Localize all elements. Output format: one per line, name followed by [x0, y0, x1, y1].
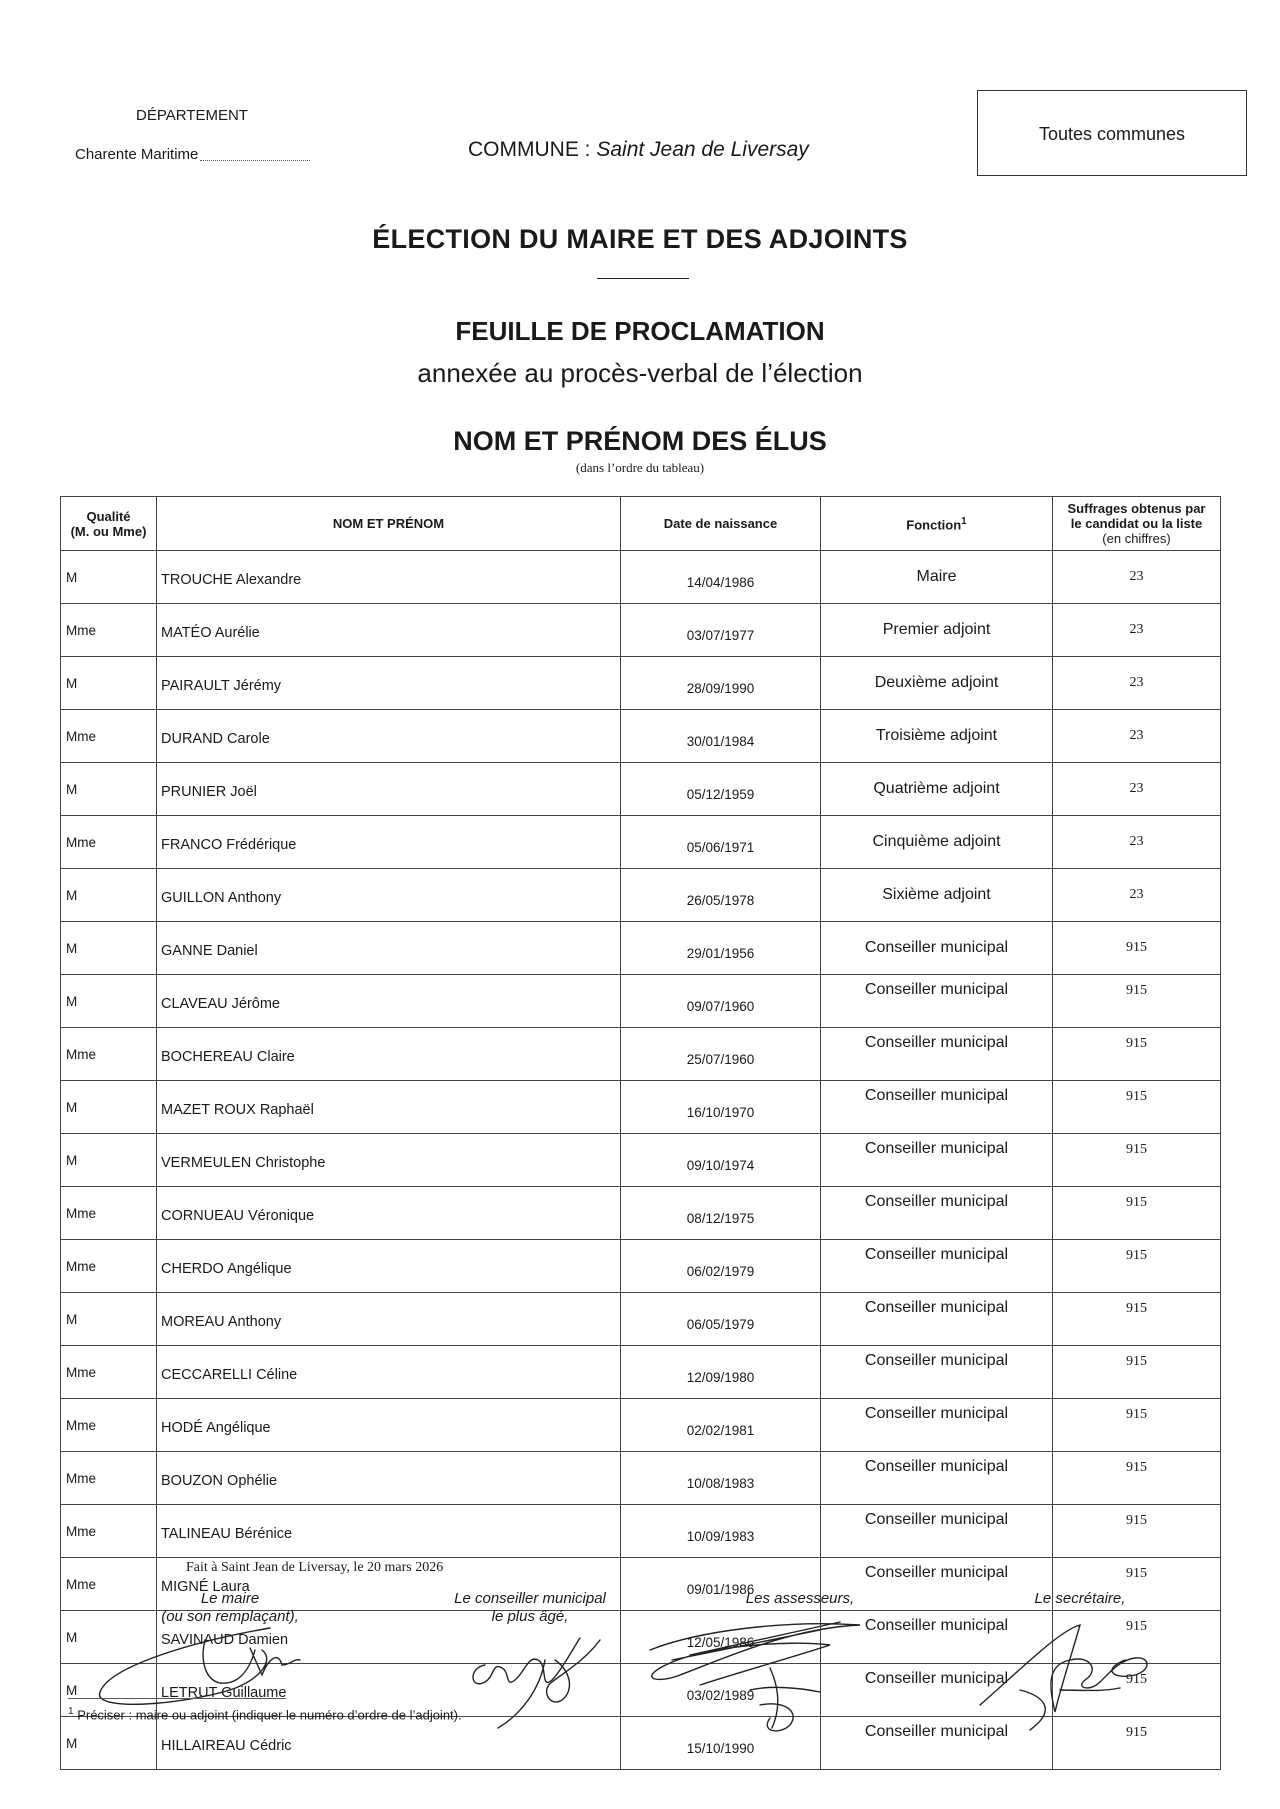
footnote-text: Préciser : maire ou adjoint (indiquer le numéro d’ordre de l’adjoint).	[77, 1707, 462, 1723]
cell-nom: CLAVEAU Jérôme	[157, 975, 621, 1028]
conseiller-label-line1: Le conseiller municipal	[454, 1590, 606, 1607]
table-row	[61, 710, 1221, 763]
table-row	[61, 1717, 1221, 1770]
cell-date: 10/09/1983	[621, 1505, 821, 1558]
cell-qualite: Mme	[61, 1187, 157, 1240]
cell-nom: TALINEAU Bérénice	[157, 1505, 621, 1558]
cell-nom: MATÉO Aurélie	[157, 604, 621, 657]
table-row	[61, 763, 1221, 816]
cell-date: 09/07/1960	[621, 975, 821, 1028]
cell-qualite: Mme	[61, 1505, 157, 1558]
cell-fonction: Cinquième adjoint	[821, 816, 1053, 869]
table-row	[61, 1452, 1221, 1505]
footnote-divider	[68, 1698, 286, 1699]
cell-qualite: Mme	[61, 1399, 157, 1452]
cell-nom: VERMEULEN Christophe	[157, 1134, 621, 1187]
cell-date: 12/05/1986	[621, 1611, 821, 1664]
cell-nom: MAZET ROUX Raphaël	[157, 1081, 621, 1134]
cell-fonction: Premier adjoint	[821, 604, 1053, 657]
footnote-marker: 1	[961, 516, 967, 528]
cell-qualite: M	[61, 1717, 157, 1770]
cell-nom: HODÉ Angélique	[157, 1399, 621, 1452]
dotted-line	[200, 160, 310, 161]
cell-suffrages: 23	[1053, 869, 1221, 922]
cell-suffrages: 915	[1053, 975, 1221, 1028]
table-row	[61, 1134, 1221, 1187]
sheet-title: FEUILLE DE PROCLAMATION	[455, 316, 825, 346]
header-qualite-line2: (M. ou Mme)	[70, 523, 147, 539]
cell-date: 25/07/1960	[621, 1028, 821, 1081]
cell-suffrages: 23	[1053, 816, 1221, 869]
cell-suffrages: 23	[1053, 710, 1221, 763]
cell-fonction: Conseiller municipal	[821, 1611, 1053, 1664]
conseiller-label-line2: le plus âgé,	[491, 1608, 569, 1625]
table-row	[61, 551, 1221, 604]
table-row	[61, 657, 1221, 710]
cell-suffrages: 915	[1053, 1081, 1221, 1134]
cell-date: 14/04/1986	[621, 551, 821, 604]
cell-date: 10/08/1983	[621, 1452, 821, 1505]
cell-qualite: Mme	[61, 1240, 157, 1293]
cell-nom: MOREAU Anthony	[157, 1293, 621, 1346]
cell-suffrages: 915	[1053, 1505, 1221, 1558]
cell-date: 05/12/1959	[621, 763, 821, 816]
cell-qualite: Mme	[61, 1558, 157, 1611]
cell-suffrages: 915	[1053, 1028, 1221, 1081]
cell-suffrages: 915	[1053, 1611, 1221, 1664]
footnote	[68, 1706, 462, 1722]
header-date: Date de naissance	[621, 497, 821, 551]
table-row	[61, 816, 1221, 869]
header-suffrages-line3: (en chiffres)	[1102, 531, 1171, 546]
cell-qualite: M	[61, 975, 157, 1028]
cell-qualite: M	[61, 1664, 157, 1717]
cell-fonction: Conseiller municipal	[821, 922, 1053, 975]
cell-suffrages: 915	[1053, 1664, 1221, 1717]
cell-fonction: Troisième adjoint	[821, 710, 1053, 763]
signature-label-assesseurs: Les assesseurs,	[745, 1590, 855, 1607]
cell-date: 26/05/1978	[621, 869, 821, 922]
page-title: ÉLECTION DU MAIRE ET DES ADJOINTS	[372, 224, 908, 254]
cell-nom: GANNE Daniel	[157, 922, 621, 975]
cell-fonction: Conseiller municipal	[821, 1558, 1053, 1611]
cell-nom: PRUNIER Joël	[157, 763, 621, 816]
cell-date: 16/10/1970	[621, 1081, 821, 1134]
cell-fonction: Quatrième adjoint	[821, 763, 1053, 816]
table-row	[61, 1240, 1221, 1293]
cell-qualite: M	[61, 763, 157, 816]
cell-nom: LETRUT Guillaume	[157, 1664, 621, 1717]
cell-qualite: M	[61, 922, 157, 975]
cell-fonction: Conseiller municipal	[821, 1505, 1053, 1558]
header-fonction	[821, 497, 1053, 551]
commune-line	[468, 138, 809, 162]
cell-fonction: Conseiller municipal	[821, 1717, 1053, 1770]
cell-qualite: M	[61, 1293, 157, 1346]
sheet-subtitle: annexée au procès-verbal de l’élection	[417, 358, 863, 388]
cell-date: 30/01/1984	[621, 710, 821, 763]
cell-suffrages: 915	[1053, 922, 1221, 975]
cell-nom: MIGNÉ Laura	[157, 1558, 621, 1611]
cell-suffrages: 915	[1053, 1134, 1221, 1187]
header-suffrages-line1: Suffrages obtenus par	[1067, 501, 1206, 516]
department-value: Charente Maritime	[75, 146, 199, 163]
cell-fonction: Maire	[821, 551, 1053, 604]
cell-date: 12/09/1980	[621, 1346, 821, 1399]
cell-date: 29/01/1956	[621, 922, 821, 975]
table-row	[61, 1399, 1221, 1452]
cell-fonction: Conseiller municipal	[821, 1346, 1053, 1399]
cell-fonction: Conseiller municipal	[821, 1399, 1053, 1452]
cell-fonction: Conseiller municipal	[821, 1028, 1053, 1081]
cell-date: 03/07/1977	[621, 604, 821, 657]
maire-label-line2: (ou son remplaçant),	[161, 1608, 299, 1625]
cell-suffrages: 915	[1053, 1346, 1221, 1399]
cell-nom: HILLAIREAU Cédric	[157, 1717, 621, 1770]
cell-suffrages: 23	[1053, 763, 1221, 816]
header-nom: NOM ET PRÉNOM	[157, 497, 621, 551]
cell-date: 02/02/1981	[621, 1399, 821, 1452]
cell-date: 15/10/1990	[621, 1717, 821, 1770]
cell-fonction: Sixième adjoint	[821, 869, 1053, 922]
cell-date: 28/09/1990	[621, 657, 821, 710]
header-fonction-label: Fonction	[906, 517, 962, 533]
cell-qualite: Mme	[61, 816, 157, 869]
place-date: Fait à Saint Jean de Liversay, le 20 mars 2026	[186, 1560, 444, 1575]
elected-officials-table	[60, 496, 1221, 1770]
cell-nom: PAIRAULT Jérémy	[157, 657, 621, 710]
cell-nom: GUILLON Anthony	[157, 869, 621, 922]
cell-qualite: M	[61, 657, 157, 710]
maire-label-line1: Le maire	[200, 1590, 260, 1607]
table-row	[61, 869, 1221, 922]
commune-category-box	[977, 90, 1247, 176]
table-row	[61, 1293, 1221, 1346]
table-row	[61, 975, 1221, 1028]
cell-suffrages: 915	[1053, 1187, 1221, 1240]
cell-date: 06/05/1979	[621, 1293, 821, 1346]
cell-nom: DURAND Carole	[157, 710, 621, 763]
header-suffrages-line2: le candidat ou la liste	[1070, 516, 1203, 531]
cell-qualite: M	[61, 869, 157, 922]
cell-fonction: Conseiller municipal	[821, 975, 1053, 1028]
cell-date: 09/01/1986	[621, 1558, 821, 1611]
cell-suffrages: 915	[1053, 1717, 1221, 1770]
header-qualite-line1: Qualité	[86, 508, 131, 524]
signature-label-secretaire: Le secrétaire,	[1034, 1590, 1126, 1607]
cell-qualite: Mme	[61, 1346, 157, 1399]
cell-qualite: M	[61, 1611, 157, 1664]
table-row	[61, 922, 1221, 975]
cell-fonction: Conseiller municipal	[821, 1134, 1053, 1187]
elected-list-title: NOM ET PRÉNOM DES ÉLUS	[453, 426, 827, 456]
footnote-number: 1	[68, 1706, 74, 1717]
department-label: DÉPARTEMENT	[136, 107, 248, 124]
signature-label-maire	[130, 1590, 330, 1626]
elected-list-subtitle: (dans l’ordre du tableau)	[575, 460, 705, 475]
cell-qualite: Mme	[61, 1028, 157, 1081]
cell-fonction: Conseiller municipal	[821, 1187, 1053, 1240]
cell-nom: CECCARELLI Céline	[157, 1346, 621, 1399]
cell-suffrages: 23	[1053, 551, 1221, 604]
cell-fonction: Conseiller municipal	[821, 1664, 1053, 1717]
cell-date: 05/06/1971	[621, 816, 821, 869]
cell-qualite: M	[61, 551, 157, 604]
cell-fonction: Conseiller municipal	[821, 1293, 1053, 1346]
table-row	[61, 1346, 1221, 1399]
cell-nom: FRANCO Frédérique	[157, 816, 621, 869]
cell-suffrages: 23	[1053, 657, 1221, 710]
cell-fonction: Conseiller municipal	[821, 1240, 1053, 1293]
cell-nom: BOCHEREAU Claire	[157, 1028, 621, 1081]
table-row	[61, 1187, 1221, 1240]
cell-nom: TROUCHE Alexandre	[157, 551, 621, 604]
cell-qualite: Mme	[61, 710, 157, 763]
cell-suffrages: 915	[1053, 1240, 1221, 1293]
signature-label-conseiller	[415, 1590, 645, 1626]
table-row	[61, 1505, 1221, 1558]
commune-category-text: Toutes communes	[1038, 124, 1186, 144]
commune-name: Saint Jean de Liversay	[596, 138, 809, 161]
cell-nom: BOUZON Ophélie	[157, 1452, 621, 1505]
cell-qualite: M	[61, 1134, 157, 1187]
cell-qualite: Mme	[61, 1452, 157, 1505]
table-row	[61, 604, 1221, 657]
cell-date: 08/12/1975	[621, 1187, 821, 1240]
cell-date: 03/02/1989	[621, 1664, 821, 1717]
cell-fonction: Deuxième adjoint	[821, 657, 1053, 710]
header-suffrages	[1053, 497, 1221, 551]
cell-qualite: M	[61, 1081, 157, 1134]
cell-fonction: Conseiller municipal	[821, 1081, 1053, 1134]
cell-qualite: Mme	[61, 604, 157, 657]
cell-nom: SAVINAUD Damien	[157, 1611, 621, 1664]
cell-date: 09/10/1974	[621, 1134, 821, 1187]
cell-nom: CORNUEAU Véronique	[157, 1187, 621, 1240]
table-header-row	[61, 497, 1221, 551]
table-row	[61, 1028, 1221, 1081]
table-row	[61, 1081, 1221, 1134]
header-qualite	[61, 497, 157, 551]
cell-nom: CHERDO Angélique	[157, 1240, 621, 1293]
cell-suffrages: 915	[1053, 1452, 1221, 1505]
cell-fonction: Conseiller municipal	[821, 1452, 1053, 1505]
title-divider	[597, 278, 689, 279]
cell-suffrages: 915	[1053, 1399, 1221, 1452]
cell-date: 06/02/1979	[621, 1240, 821, 1293]
cell-suffrages: 23	[1053, 604, 1221, 657]
cell-suffrages: 915	[1053, 1293, 1221, 1346]
table-body	[61, 551, 1221, 1770]
commune-label: COMMUNE :	[468, 138, 591, 161]
cell-suffrages: 915	[1053, 1558, 1221, 1611]
